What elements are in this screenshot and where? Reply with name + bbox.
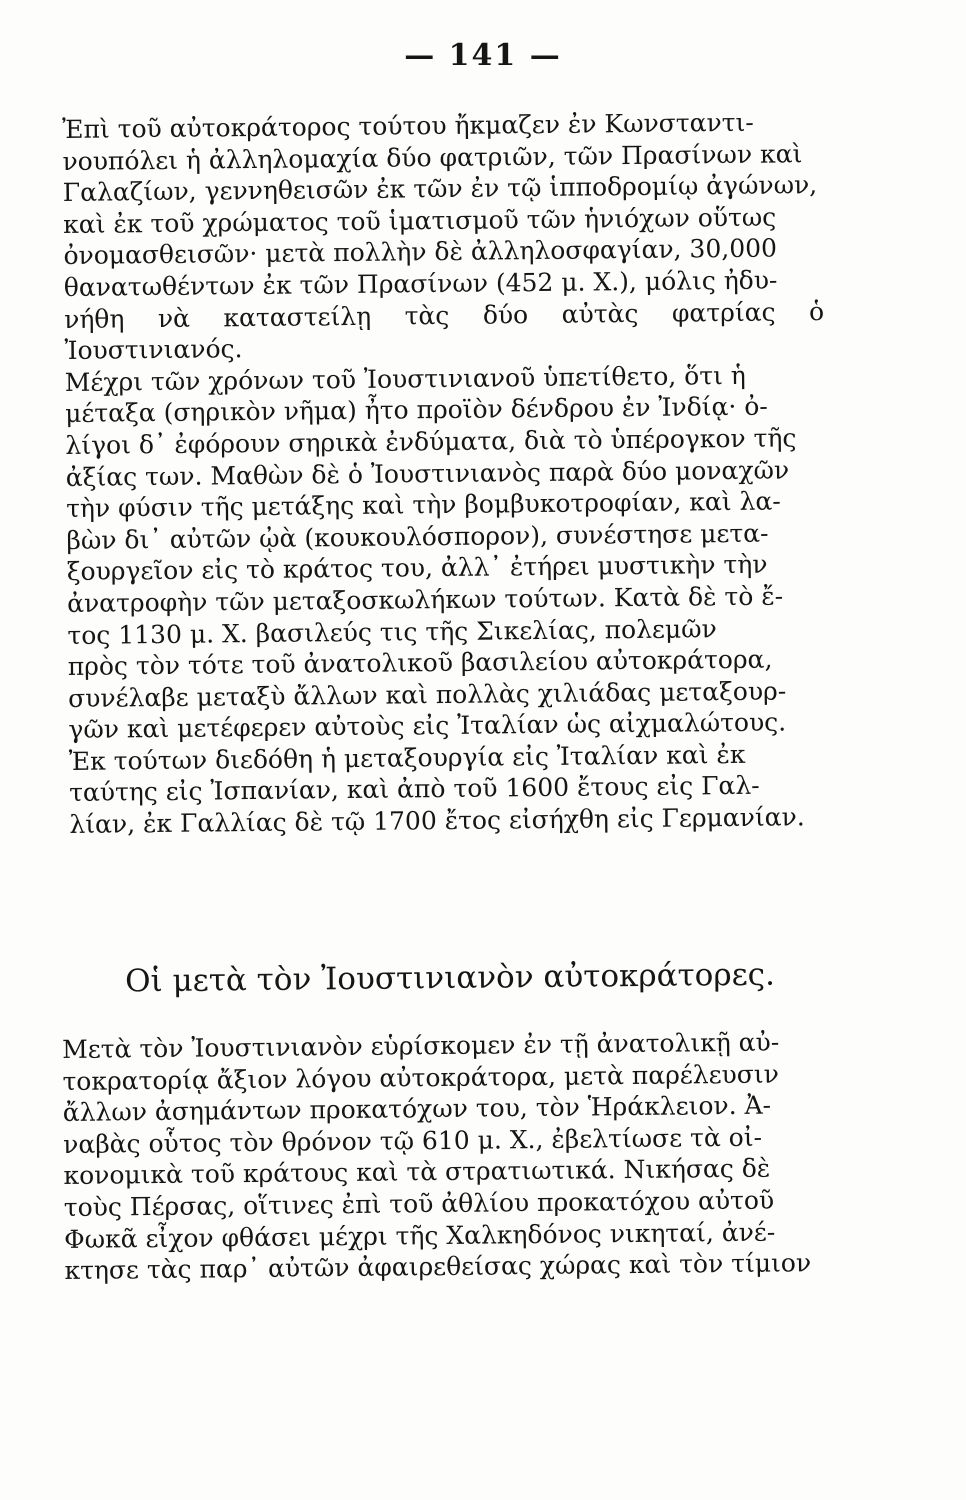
body-paragraph-heraclius: Μετὰ τὸν Ἰουστινιανὸν εὑρίσκομεν ἐν τῇ ἀνατολικῇ αὐ- τοκρατορίᾳ ἄξιον λόγου αὐτοκράτορα, μετὰ παρέλευσιν ἄλλων ἀσημάντων προκατόχων του, τὸν Ἡράκλειον. Ἀ- ναβὰς οὗτος τὸν θρόνον τῷ 610 μ. Χ., ἐβελτίωσε τὰ οἰ- κονομικὰ τοῦ κράτους καὶ τὰ στρατιωτικά. Νικήσας δὲ τοὺς Πέρσας, οἵτινες ἐπὶ τοῦ ἀθλίου προκατόχου αὐτοῦ Φωκᾶ εἶχον φθάσει μέχρι τῆς Χαλκηδόνος νικηταί, ἀνέ- κτησε τὰς παρ᾽ αὐτῶν ἀφαιρεθείσας χώρας καὶ τὸν τίμιον	[62, 1027, 812, 1286]
page-number: — 141 —	[404, 38, 562, 73]
section-heading: Οἱ μετὰ τὸν Ἰουστινιανὸν αὐτοκράτορες.	[124, 956, 776, 1000]
body-paragraph-silk-history: Ἐπὶ τοῦ αὐτοκράτορος τούτου ἤκμαζεν ἐν Κωνσταντι- νουπόλει ἡ ἀλληλομαχία δύο φατριῶν, τῶν Πρασίνων καὶ Γαλαζίων, γεννηθεισῶν ἐκ τῶν ἐν τῷ ἱπποδρομίῳ ἀγώνων, καὶ ἐκ τοῦ χρώματος τοῦ ἱματισμοῦ τῶν ἡνιόχων οὕτως ὀνομασθεισῶν· μετὰ πολλὴν δὲ ἀλληλοσφαγίαν, 30,000 θανατωθέντων ἐκ τῶν Πρασίνων (452 μ. Χ.), μόλις ἠδυ- νήθη νὰ καταστείλῃ τὰς δύο αὐτὰς φατρίας ὁ Ἰουστινιανός. Μέχρι τῶν χρόνων τοῦ Ἰουστινιανοῦ ὑπετίθετο, ὅτι ἡ μέταξα (σηρικὸν νῆμα) ἦτο προϊὸν δένδρου ἐν Ἰνδίᾳ· ὀ- λίγοι δ᾽ ἐφόρουν σηρικὰ ἐνδύματα, διὰ τὸ ὑπέρογκον τῆς ἀξίας των. Μαθὼν δὲ ὁ Ἰουστινιανὸς παρὰ δύο μοναχῶν τὴν φύσιν τῆς μετάξης καὶ τὴν βομβυκοτροφίαν, καὶ λα- βὼν δι᾽ αὐτῶν ᾠὰ (κουκουλόσπορον), συνέστησε μετα- ξουργεῖον εἰς τὸ κράτος του, ἀλλ᾽ ἐτήρει μυστικὴν τὴν ἀνατροφὴν τῶν μεταξοσκωλήκων τούτων. Κατὰ δὲ τὸ ἔ- τος 1130 μ. Χ. βασιλεύς τις τῆς Σικελίας, πολεμῶν πρὸς τὸν τότε τοῦ ἀνατολικοῦ βασιλείου αὐτοκράτορα, συνέλαβε μεταξὺ ἄλλων καὶ πολλὰς χιλιάδας μεταξουρ- γῶν καὶ μετέφερεν αὐτοὺς εἰς Ἰταλίαν ὡς αἰχμαλώτους. Ἐκ τούτων διεδόθη ἡ μεταξουργία εἰς Ἰταλίαν καὶ ἐκ ταύτης εἰς Ἰσπανίαν, καὶ ἀπὸ τοῦ 1600 ἔτους εἰς Γαλ- λίαν, ἐκ Γαλλίας δὲ τῷ 1700 ἔτος εἰσήχθη εἰς Γερμανίαν.	[62, 107, 825, 840]
